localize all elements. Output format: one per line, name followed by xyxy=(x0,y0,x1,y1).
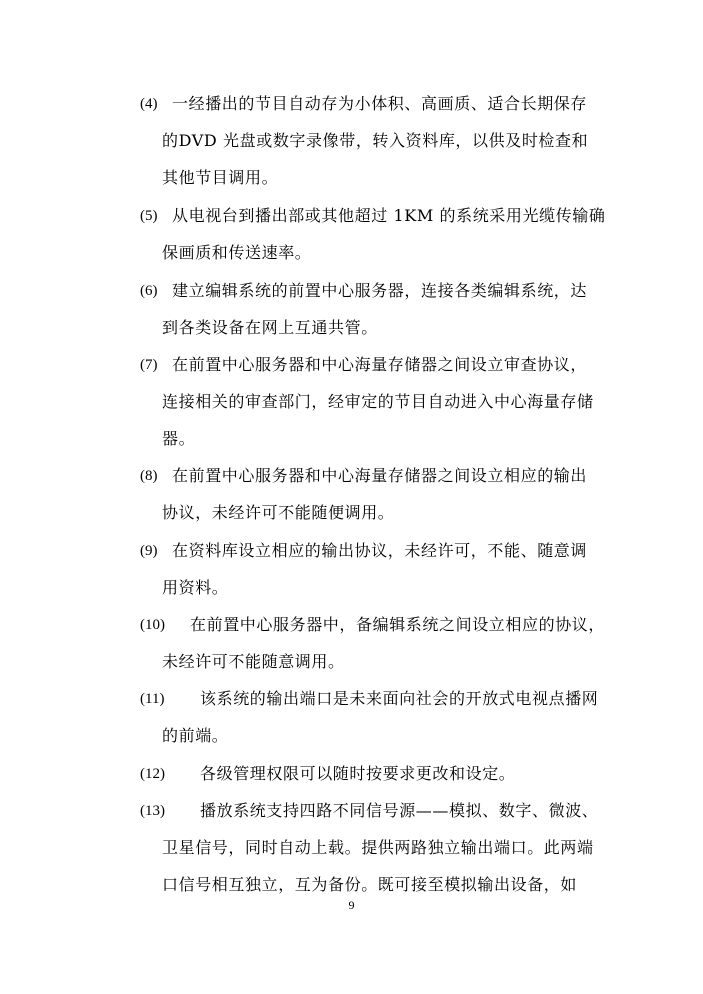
item-text-line: 在资料库设立相应的输出协议，未经许可，不能、随意调 xyxy=(172,541,588,560)
item-text-line: 在前置中心服务器中，备编辑系统之间设立相应的协议， xyxy=(190,615,606,634)
item-number: (7) xyxy=(140,357,158,373)
item-text-line: 连接相关的审查部门，经审定的节目自动进入中心海量存储 xyxy=(162,392,594,411)
item-text-line: 播放系统支持四路不同信号源——模拟、数字、微波、 xyxy=(200,801,599,820)
item-number: (13) xyxy=(140,803,165,819)
item-number: (5) xyxy=(140,208,158,224)
item-text-line: 一经播出的节目自动存为小体积、高画质、适合长期保存 xyxy=(172,94,588,113)
page-number: 9 xyxy=(348,898,355,912)
item-text-line: 到各类设备在网上互通共管。 xyxy=(162,318,378,337)
item-text-line: 其他节目调用。 xyxy=(162,168,279,187)
item-number: (6) xyxy=(140,283,158,299)
item-text-line: 协议，未经许可不能随便调用。 xyxy=(162,503,395,522)
item-text-line: 从电视台到播出部或其他超过 1KM 的系统采用光缆传输确 xyxy=(172,206,606,225)
item-text-line: 保画质和传送速率。 xyxy=(162,243,312,262)
item-number: (10) xyxy=(140,617,165,633)
item-text-line: 建立编辑系统的前置中心服务器，连接各类编辑系统，达 xyxy=(172,281,588,300)
item-text-line: 各级管理权限可以随时按要求更改和设定。 xyxy=(200,764,516,783)
item-number: (11) xyxy=(140,691,165,707)
item-number: (8) xyxy=(140,468,158,484)
item-number: (12) xyxy=(140,766,165,782)
item-text-line: 在前置中心服务器和中心海量存储器之间设立审查协议， xyxy=(172,355,588,374)
item-text-line: 该系统的输出端口是未来面向社会的开放式电视点播网 xyxy=(200,689,599,708)
item-text-line: 用资料。 xyxy=(162,578,229,597)
item-text-line: 器。 xyxy=(162,429,196,448)
item-number: (4) xyxy=(140,96,158,112)
item-text-line: 未经许可不能随意调用。 xyxy=(162,652,345,671)
item-text-line: 口信号相互独立，互为备份。既可接至模拟输出设备，如 xyxy=(162,875,578,894)
item-text-line: 的DVD 光盘或数字录像带，转入资料库，以供及时检查和 xyxy=(162,131,589,150)
item-text-line: 在前置中心服务器和中心海量存储器之间设立相应的输出 xyxy=(172,466,588,485)
item-text-line: 的前端。 xyxy=(162,726,229,745)
item-number: (9) xyxy=(140,543,158,559)
item-text-line: 卫星信号，同时自动上载。提供两路独立输出端口。此两端 xyxy=(162,838,594,857)
